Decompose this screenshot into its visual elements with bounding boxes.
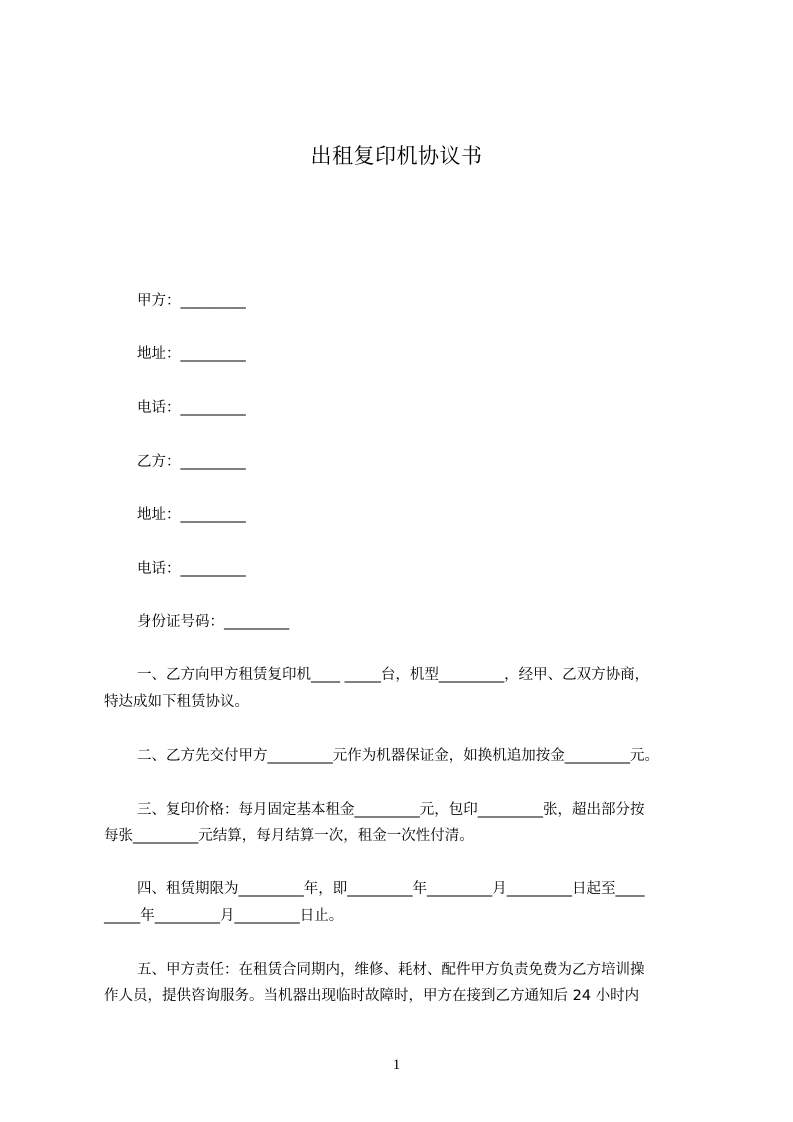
party-a-name-field: 甲方：_________: [137, 293, 246, 309]
clause-3-line-1: 三、复印价格：每月固定基本租金_________元，包印_________张，超出部分按: [137, 802, 645, 818]
clause-1-line-2: 特达成如下租赁协议。: [104, 694, 249, 710]
party-a-phone-field: 电话：_________: [137, 400, 246, 416]
clause-1-line-1: 一、乙方向甲方租赁复印机____ _____台，机型_________，经甲、乙双方协商，: [137, 667, 650, 683]
clause-4-line-2: _____年_________月_________日止。: [104, 908, 344, 924]
clause-2-line-1: 二、乙方先交付甲方_________元作为机器保证金，如换机追加按金_________元。: [137, 748, 659, 764]
page-number: 1: [392, 1057, 401, 1073]
clause-4-line-1: 四、租赁期限为_________年，即_________年_________月_________日起至____: [137, 881, 645, 897]
clause-5-line-1: 五、甲方责任：在租赁合同期内，维修、耗材、配件甲方负责免费为乙方培训操: [137, 962, 645, 978]
party-b-id-number-field: 身份证号码：_________: [137, 614, 290, 630]
party-b-phone-field: 电话：_________: [137, 561, 246, 577]
party-b-address-field: 地址：_________: [137, 507, 246, 523]
party-b-name-field: 乙方：_________: [137, 454, 246, 470]
document-title: 出租复印机协议书: [310, 144, 483, 168]
clause-5-line-2: 作人员，提供咨询服务。当机器出现临时故障时，甲方在接到乙方通知后 24 小时内: [104, 988, 640, 1004]
party-a-address-field: 地址：_________: [137, 346, 246, 362]
clause-3-line-2: 每张_________元结算，每月结算一次，租金一次性付清。: [104, 828, 474, 844]
